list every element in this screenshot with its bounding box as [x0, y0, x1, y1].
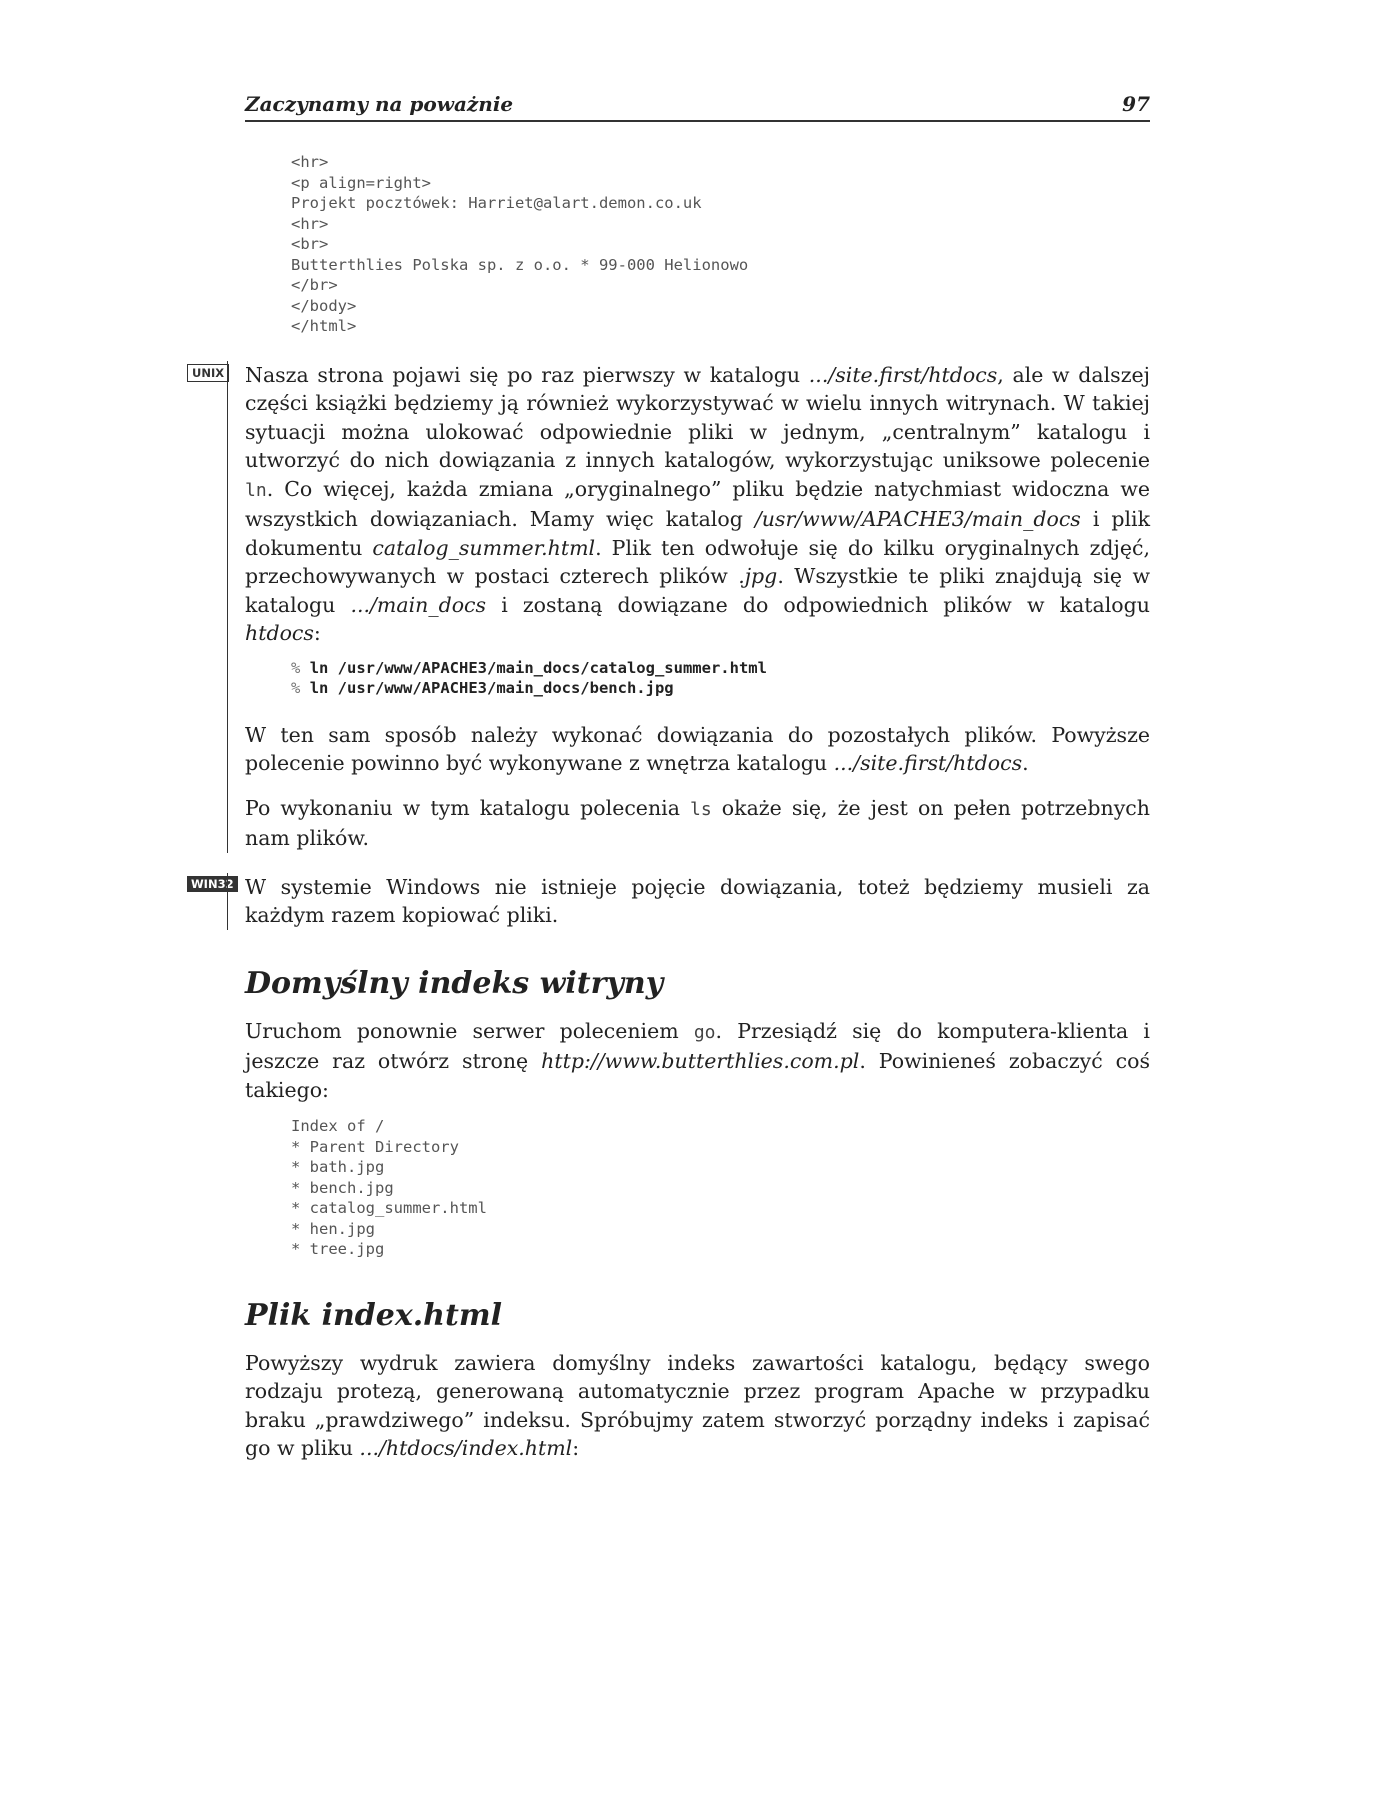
page-content	[191, 92, 1151, 1463]
text-run: . Co więcej, każda zmiana „oryginalnego” pliku będzie natychmiast widoczna we wszystkich dowiązaniach. Mamy więc katalog	[245, 476, 1150, 531]
path-site-first-htdocs: .../site.first/htdocs	[808, 362, 998, 387]
code-line: </body>	[291, 296, 357, 315]
text-run: .	[1022, 751, 1029, 775]
unix-paragraph-3	[245, 794, 1150, 853]
command-text: ln /usr/www/APACHE3/main_docs/bench.jpg	[309, 679, 674, 697]
command-go: go	[693, 1021, 716, 1043]
command-text: ln /usr/www/APACHE3/main_docs/catalog_summer.html	[309, 658, 767, 677]
unix-badge: UNIX	[187, 364, 229, 382]
listing-line: Index of /	[291, 1117, 385, 1135]
code-line: Butterthlies Polska sp. z o.o. * 99-000 Helionowo	[291, 255, 749, 274]
text-run: . Powinieneś zobaczyć coś takiego:	[245, 1049, 1150, 1102]
win32-margin-bar	[227, 873, 228, 930]
text-run: Po wykonaniu w tym katalogu polecenia	[245, 795, 691, 820]
html-code-block	[245, 152, 1150, 337]
page-number: 97	[1122, 92, 1150, 116]
unix-margin-bar	[227, 361, 228, 853]
listing-line: * Parent Directory	[291, 1137, 459, 1156]
text-run: okaże się, że jest on pełen potrzebnych nam plików.	[245, 795, 1150, 850]
listing-line: * bench.jpg	[291, 1178, 394, 1197]
section-heading-default-index: Domyślny indeks witryny	[245, 965, 664, 1001]
url-butterthlies: http://www.butterthlies.com.pl	[541, 1049, 860, 1073]
chapter-title: Zaczynamy na poważnie	[245, 92, 514, 116]
unix-paragraph-1	[245, 361, 1150, 648]
code-line: <br>	[291, 235, 329, 253]
shell-prompt: %	[291, 658, 301, 677]
text-run: Nasza strona pojawi się po raz pierwszy w katalogu	[245, 362, 809, 387]
code-line: <p align=right>	[291, 173, 431, 192]
win32-note	[191, 873, 1150, 930]
text-run: . Wszystkie te pliki znajdują się w katalogu	[245, 564, 1150, 617]
win32-badge: WIN32	[187, 876, 238, 892]
file-catalog-summer: catalog_summer.html	[372, 535, 596, 560]
listing-line: * bath.jpg	[291, 1158, 385, 1176]
dir-htdocs: htdocs	[245, 621, 314, 645]
code-line: <hr>	[291, 153, 329, 171]
listing-line: * tree.jpg	[291, 1240, 385, 1258]
path-site-first-htdocs: .../site.first/htdocs	[833, 751, 1023, 775]
section1-paragraph	[245, 1017, 1150, 1105]
path-htdocs-index: .../htdocs/index.html	[359, 1436, 573, 1460]
text-run: Uruchom ponownie serwer poleceniem	[245, 1018, 694, 1043]
text-run: Powyższy wydruk zawiera domyślny indeks zawartości katalogu, będący swego rodzaju protezą, generowaną automatycznie przez program Apache w przypadku braku „prawdziwego” indeksu. Spróbujmy zatem stworzyć porządny indeks i zapisać go w pliku	[245, 1350, 1150, 1460]
text-run: i zostaną dowiązane do odpowiednich plików w katalogu	[486, 592, 1150, 617]
command-line	[291, 658, 1150, 679]
index-listing	[245, 1116, 1150, 1260]
path-main-docs: /usr/www/APACHE3/main_docs	[754, 507, 1081, 531]
section2-paragraph	[245, 1349, 1150, 1463]
text-run: i plik dokumentu	[245, 507, 1151, 560]
command-ls: ls	[690, 798, 712, 820]
ext-jpg: .jpg	[738, 564, 778, 588]
text-run: :	[313, 621, 321, 645]
running-header	[245, 92, 1150, 122]
listing-line: * hen.jpg	[291, 1219, 375, 1238]
command-line	[291, 678, 1150, 699]
win32-paragraph: W systemie Windows nie istnieje pojęcie dowiązania, toteż będziemy musieli za każdym razem kopiować pliki.	[245, 874, 1150, 927]
path-main-docs-short: .../main_docs	[350, 592, 487, 617]
text-run: . Przesiądź się do komputera-klienta i jeszcze raz otwórz stronę	[245, 1018, 1150, 1073]
text-run: , ale w dalszej części książki będziemy ją również wykorzystywać w wielu innych witrynach. W takiej sytuacji można ulokować odpowiednie pliki w jednym, „centralnym” katalogu i utworzyć do nich dowiązania z innych katalogów, wykorzystując uniksowe polecenie	[245, 362, 1150, 472]
text-run: . Plik ten odwołuje się do kilku oryginalnych zdjęć, przechowywanych w postaci czterech plików	[245, 535, 1150, 588]
code-line: </html>	[291, 317, 357, 335]
listing-line: * catalog_summer.html	[291, 1199, 487, 1217]
text-run: W ten sam sposób należy wykonać dowiązania do pozostałych plików. Powyższe polecenie powinno być wykonywane z wnętrza katalogu	[245, 722, 1150, 775]
command-ln: ln	[245, 479, 267, 501]
section-heading-index-html: Plik index.html	[245, 1297, 502, 1333]
unix-note	[192, 361, 1151, 853]
code-line: Projekt pocztówek: Harriet@alart.demon.co.uk	[291, 194, 702, 212]
unix-paragraph-2	[245, 721, 1150, 778]
code-line: </br>	[291, 276, 338, 294]
code-line: <hr>	[291, 214, 329, 233]
text-run: :	[572, 1436, 580, 1460]
ln-commands	[245, 658, 1150, 699]
shell-prompt: %	[291, 679, 301, 697]
